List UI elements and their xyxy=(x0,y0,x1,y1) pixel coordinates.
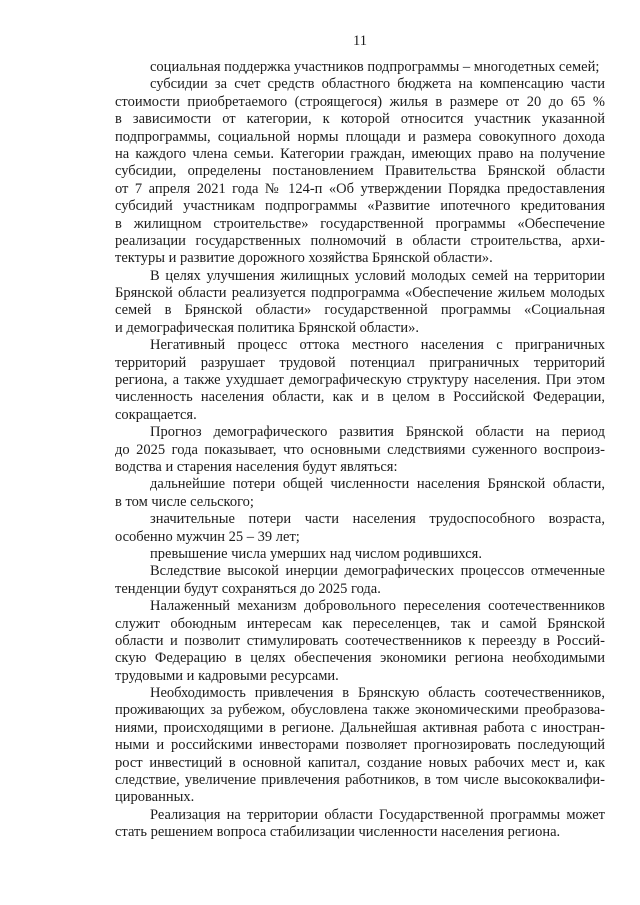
text-line: территорий разрушает трудовой потенциал приграничных территорий xyxy=(115,354,605,371)
text-line: в зависимости от категории, к которой относится участник указанной xyxy=(115,111,605,128)
text-line: Брянской области реализуется подпрограмма «Обеспечение жильем молодых xyxy=(115,285,605,302)
text-line: водства и старения населения будут являться: xyxy=(115,458,398,475)
text-line: рост инвестиций в основной капитал, создание новых рабочих мест и, как xyxy=(115,754,605,771)
text-line: Реализация на территории области Государственной программы может xyxy=(150,806,605,823)
text-line: Необходимость привлечения в Брянскую область соотечественников, xyxy=(150,685,605,702)
paragraph xyxy=(115,76,605,267)
text-line: семей в Брянской области» государственной программы «Социальная xyxy=(115,302,605,319)
text-line: ниями, происходящими в регионе. Дальнейшая активная работа с иностран- xyxy=(115,719,605,736)
text-line: Вследствие высокой инерции демографических процессов отмеченные xyxy=(150,563,605,580)
text-line: реализации государственных полномочий в области строительства, архи- xyxy=(115,232,605,249)
body-text xyxy=(115,59,605,842)
text-line: и демографическая политика Брянской области». xyxy=(115,319,420,336)
text-line: стать решением вопроса стабилизации численности населения региона. xyxy=(115,824,561,841)
text-line: ными и российскими инвесторами позволяет прогнозировать последующий xyxy=(115,737,605,754)
text-line: проживающих за рубежом, обусловлена также экономическими преобразова- xyxy=(115,702,605,719)
text-line: стоимости приобретаемого (строящегося) жилья в размере от 20 до 65 % xyxy=(115,93,605,110)
paragraph xyxy=(115,807,605,842)
paragraph xyxy=(115,268,605,338)
text-line: служит обоюдным интересам как переселенцев, так и самой Брянской xyxy=(115,615,605,632)
text-line: тектуры и развитие дорожного хозяйства Брянской области». xyxy=(115,250,493,267)
text-line: социальная поддержка участников подпрограммы – многодетных семей; xyxy=(150,59,600,75)
text-line: субсидии, определены постановлением Правительства Брянской области xyxy=(115,163,605,180)
text-line: численность населения области, как и в целом в Российской Федерации, xyxy=(115,389,605,406)
text-line: особенно мужчин 25 – 39 лет; xyxy=(115,528,300,545)
paragraph xyxy=(115,59,605,76)
text-line: субсидий участникам подпрограммы «Развитие ипотечного кредитования xyxy=(115,198,605,215)
paragraph xyxy=(115,337,605,424)
text-line: превышение числа умерших над числом родившихся. xyxy=(150,545,482,562)
text-line: области и позволит стимулировать соотечественников к переезду в Россий- xyxy=(115,632,605,649)
text-line: подпрограммы, социальной нормы площади и размера совокупного дохода xyxy=(115,128,605,145)
page-number: 11 xyxy=(353,33,367,49)
text-line: в жилищном строительстве» государственной программы «Обеспечение xyxy=(115,215,605,232)
paragraph xyxy=(115,598,605,685)
text-line: В целях улучшения жилищных условий молодых семей на территории xyxy=(150,267,605,284)
text-line: Прогноз демографического развития Брянской области на период xyxy=(150,424,605,441)
text-line: скую Федерацию в целях обеспечения экономики региона необходимыми xyxy=(115,650,605,667)
text-line: трудовыми и кадровыми ресурсами. xyxy=(115,667,339,684)
text-line: в том числе сельского; xyxy=(115,493,254,510)
text-line: значительные потери части населения трудоспособного возраста, xyxy=(150,511,605,528)
text-line: цированных. xyxy=(115,789,195,806)
text-line: на каждого члена семьи. Категории граждан, имеющих право на получение xyxy=(115,145,605,162)
paragraph xyxy=(115,511,605,546)
text-line: региона, а также ухудшает демографическую структуру населения. При этом xyxy=(115,372,605,389)
text-line: тенденции будут сохраняться до 2025 года. xyxy=(115,580,381,597)
text-line: сокращается. xyxy=(115,406,197,423)
paragraph xyxy=(115,685,605,807)
paragraph xyxy=(115,424,605,476)
text-line: Негативный процесс оттока местного населения с приграничных xyxy=(150,337,605,354)
paragraph xyxy=(115,476,605,511)
paragraph xyxy=(115,563,605,598)
text-line: Налаженный механизм добровольного переселения соотечественников xyxy=(150,598,605,615)
text-line: от 7 апреля 2021 года № 124-п «Об утверждении Порядка предоставления xyxy=(115,180,605,197)
text-line: до 2025 года показывает, что основными следствиями суженного воспроиз- xyxy=(115,441,605,458)
text-line: дальнейшие потери общей численности населения Брянской области, xyxy=(150,476,605,493)
paragraph xyxy=(115,546,605,563)
text-line: субсидии за счет средств областного бюджета на компенсацию части xyxy=(150,76,605,93)
text-line: следствие, увеличение привлечения работников, в том числе высококвалифи- xyxy=(115,772,605,789)
